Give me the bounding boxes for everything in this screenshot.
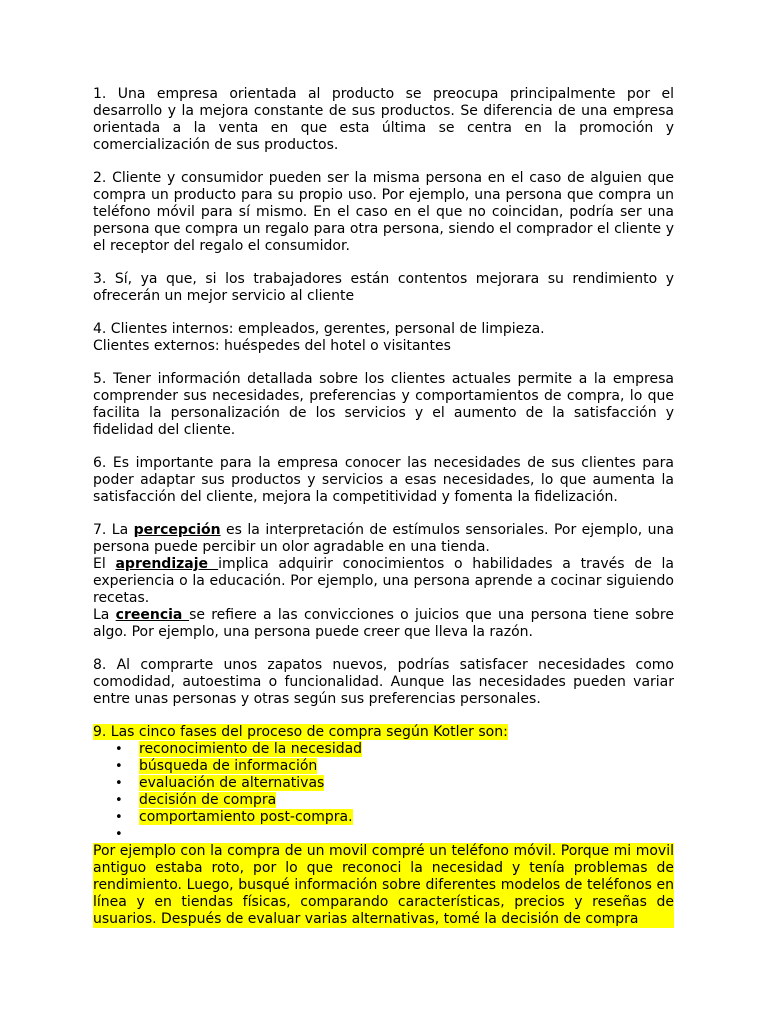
answer-7-learning [93, 556, 674, 607]
answer-2: 2. Cliente y consumidor pueden ser la misma persona en el caso de alguien que compra un producto para su propio uso. Por ejemplo, una persona que compra un teléfono móvil para sí mismo. En el caso en el que no coincidan, podría ser una persona que compra un regalo para otra persona, siendo el comprador el cliente y el receptor del regalo el consumidor. [93, 170, 674, 254]
list-item [93, 741, 674, 758]
list-item-text: comportamiento post-compra. [139, 809, 353, 825]
answer-4-internal: 4. Clientes internos: empleados, gerentes, personal de limpieza. [93, 321, 545, 337]
term-creencia: creencia [115, 607, 190, 623]
term-aprendizaje: aprendizaje [115, 556, 219, 572]
answer-7 [93, 522, 674, 641]
document-body [93, 86, 674, 928]
bullet-icon: • [115, 742, 123, 757]
answer-9 [93, 724, 674, 928]
list-item [93, 775, 674, 792]
answer-7-belief-text: se refiere a las convicciones o juicios que una persona tiene sobre algo. Por ejemplo, una persona puede creer que lleva la razón. [93, 607, 674, 640]
list-item-text: decisión de compra [139, 792, 277, 808]
answer-7-perception-text: es la interpretación de estímulos sensoriales. Por ejemplo, una persona puede percibir un olor agradable en una tienda. [93, 522, 675, 555]
bullet-icon: • [115, 793, 123, 808]
answer-7-learning-text: implica adquirir conocimientos o habilidades a través de la experiencia o la educación. Por ejemplo, una persona aprende a cocinar siguiendo recetas. [93, 556, 675, 606]
answer-3: 3. Sí, ya que, si los trabajadores están contentos mejorara su rendimiento y ofrecerán un mejor servicio al cliente [93, 271, 674, 304]
answer-7-belief-prefix: La [93, 607, 116, 623]
list-item [93, 792, 674, 809]
list-item [93, 826, 674, 843]
answer-9-example: Por ejemplo con la compra de un movil compré un teléfono móvil. Porque mi movil antiguo estaba roto, por lo que reconoci la necesidad y tenía problemas de rendimiento. Luego, busqué información sobre diferentes modelos de teléfonos en línea y en tiendas físicas, comparando características, precios y reseñas de usuarios. Después de evaluar varias alternativas, tomé la decisión de compra [93, 843, 674, 927]
answer-1: 1. Una empresa orientada al producto se preocupa principalmente por el desarrollo y la mejora constante de sus productos. Se diferencia de una empresa orientada a la venta en que esta última se centra en la promoción y comercialización de sus productos. [93, 86, 674, 153]
answer-7-perception-prefix: 7. La [93, 522, 134, 538]
bullet-icon: • [115, 759, 123, 774]
answer-7-learning-prefix: El [93, 556, 116, 572]
answer-7-perception [93, 522, 674, 556]
answer-9-heading-text: 9. Las cinco fases del proceso de compra según Kotler son: [93, 724, 508, 740]
term-percepcion: percepción [133, 522, 221, 538]
answer-4-external: Clientes externos: huéspedes del hotel o visitantes [93, 338, 451, 354]
bullet-icon: • [115, 810, 123, 825]
list-item-text: búsqueda de información [139, 758, 318, 774]
answer-4 [93, 321, 674, 355]
answer-5: 5. Tener información detallada sobre los clientes actuales permite a la empresa comprender sus necesidades, preferencias y comportamientos de compra, lo que facilita la personalización de los servicios y el aumento de la satisfacción y fidelidad del cliente. [93, 371, 674, 438]
bullet-icon: • [115, 776, 123, 791]
answer-9-heading [93, 724, 674, 741]
list-item-text: evaluación de alternativas [139, 775, 325, 791]
answer-6: 6. Es importante para la empresa conocer las necesidades de sus clientes para poder adaptar sus productos y servicios a esas necesidades, lo que aumenta la satisfacción del cliente, mejora la competitividad y fomenta la fidelización. [93, 455, 674, 505]
purchase-phases-list [93, 741, 674, 843]
list-item [93, 758, 674, 775]
list-item [93, 809, 674, 826]
answer-8: 8. Al comprarte unos zapatos nuevos, podrías satisfacer necesidades como comodidad, autoestima o funcionalidad. Aunque las necesidades pueden variar entre unas personas y otras según sus preferencias personales. [93, 657, 674, 707]
answer-7-belief [93, 607, 674, 641]
bullet-icon: • [115, 827, 123, 842]
list-item-text: reconocimiento de la necesidad [139, 741, 363, 757]
